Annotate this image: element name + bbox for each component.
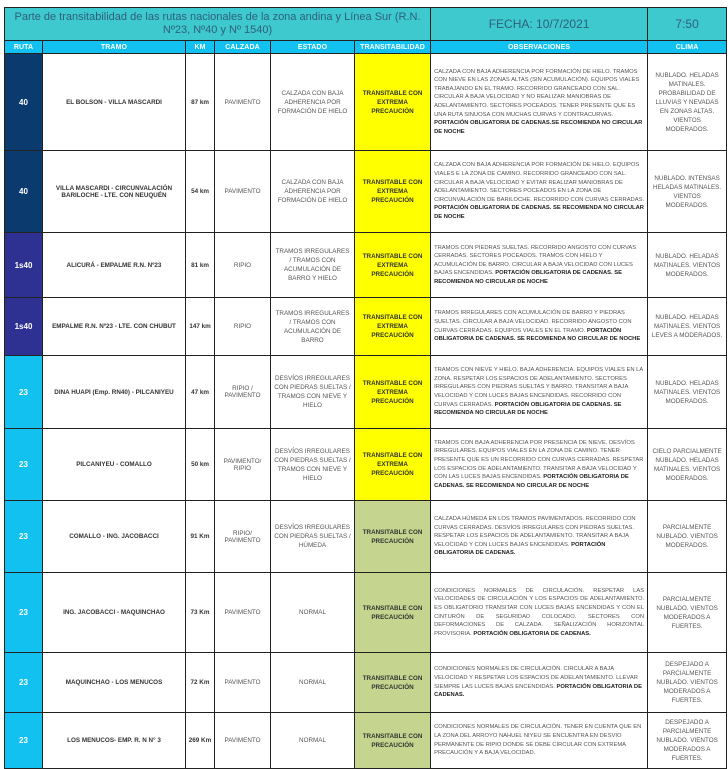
observations-text: CALZADA CON BAJA ADHERENCIA POR FORMACIÓN DE HIELO. EQUIPOS VIALES E LA ZONA DE CAMINO. RECORRIDO GRANCEADO CON SAL. CIRCULAR A BAJA VELOCIDAD Y EVITAR REALIZAR MANIOBRAS DE ADELANTAMIENTO. SECTORES POCEADOS EN LA ZONA DE CIRCUNVALACIÓN DE BARILOCHE. RECORRIDO CON CURVAS CERRADAS. — [434, 162, 645, 203]
route-number: 23 — [5, 501, 43, 573]
observations-warning: PORTACIÓN OBLIGATORIA DE CADENAS. — [473, 630, 591, 637]
report-time: 7:50 — [648, 8, 727, 41]
col-tramo: TRAMO — [43, 41, 186, 54]
observations-text: CONDICIONES NORMALES DE CIRCULACIÓN. TENER EN CUENTA QUE EN LA ZONA DEL ARROYO NAHUEL NIYEU SE ENCUENTRA EN DESVIO PERMANENTE DE RIPIO DONDE SE DEBE CIRCULAR CON EXTREMA PRECAUCIÓN Y A BAJA VELOCIDAD. — [434, 724, 642, 757]
road-surface: RIPIO/ PAVIMENTO — [215, 501, 271, 573]
weather: PARCIALMENTE NUBLADO. VIENTOS MODERADOS A FUERTES. — [648, 573, 727, 653]
road-surface: PAVIMENTO — [215, 713, 271, 769]
table-row — [5, 233, 727, 298]
transitability-report — [4, 7, 726, 769]
table-row — [5, 573, 727, 653]
route-number: 23 — [5, 573, 43, 653]
route-number: 40 — [5, 54, 43, 151]
col-calzada: CALZADA — [215, 41, 271, 54]
observations-warning: PORTACIÓN OBLIGATORIA DE CADENAS. SE RECOMIENDA NO CIRCULAR DE NOCHE — [434, 474, 629, 489]
observations-text: CONDICIONES NORMALES DE CIRCULACIÓN. RESPETAR LAS VELOCIDADES DE CIRCULACIÓN Y LOS ESPACIOS DE ADELANTAMIENTO. ES OBLIGATORIO TRANSITAR CON LUCES BAJAS ENCENDIDAS Y CON EL CINTURÓN DE SEGURIDAD COLOCADO. SECTORES CON DEFORMACIONES DE CALZADA. SEÑALIZACIÓN HORIZONTAL PROVISORIA. — [434, 587, 645, 637]
observations-text: TRAMOS IRREGULARES CON ACUMULACIÓN DE BARRO Y PIEDRAS SUELTAS. CIRCULAR A BAJA VELOCIDAD. RECORRIDO ANGOSTO CON CURVAS CERRADAS. EQUIPOS VIALES EN EL TRAMO. — [434, 310, 632, 334]
segment-name: PILCANIYEU - COMALLO — [43, 429, 186, 501]
segment-name: VILLA MASCARDI - CIRCUNVALACIÓN BARILOCHE - LTE. CON NEUQUÉN — [43, 151, 186, 233]
weather: DESPEJADO A PARCIALMENTE NUBLADO. VIENTOS MODERADOS A FUERTES. — [648, 653, 727, 713]
weather: NUBLADO. HELADAS MATINALES. VIENTOS MODERADOS. — [648, 356, 727, 429]
observations — [431, 298, 648, 356]
table-row — [5, 501, 727, 573]
road-condition: DESVÍOS IRREGULARES CON PIEDRAS SUELTAS / TRAMOS CON NIEVE Y HIELO — [271, 429, 355, 501]
observations-warning: PORTACIÓN OBLIGATORIA DE CADENAS. SE RECOMIENDA NO CIRCULAR DE NOCHE — [434, 401, 622, 417]
road-condition: TRAMOS IRREGULARES / TRAMOS CON ACUMULACIÓN DE BARRO — [271, 298, 355, 356]
route-number: 23 — [5, 356, 43, 429]
segment-name: ALICURÁ - EMPALME R.N. Nº23 — [43, 233, 186, 298]
segment-length: 91 Km — [186, 501, 215, 573]
segment-length: 81 km — [186, 233, 215, 298]
weather: NUBLADO. INTENSAS HELADAS MATINALES. VIENTOS MODERADOS. — [648, 151, 727, 233]
table-row — [5, 54, 727, 151]
table-row — [5, 151, 727, 233]
observations-warning: PORTACIÓN OBLIGATORIA DE CADENAS. SE RECOMIENDA NO CIRCULAR DE NOCHE — [434, 205, 644, 220]
observations — [431, 54, 648, 151]
observations-warning: PORTACIÓN OBLIGATORIA DE CADENAS. — [434, 541, 606, 557]
road-condition: NORMAL — [271, 653, 355, 713]
transitability-status: TRANSITABLE CON PRECAUCIÓN — [355, 573, 431, 653]
table-body — [5, 54, 727, 769]
segment-length: 87 km — [186, 54, 215, 151]
observations — [431, 573, 648, 653]
observations-text: CALZADA HÚMEDA EN LOS TRAMOS PAVIMENTADOS. RECORRIDO CON CURVAS CERRADAS. DESVÍOS IRREGULARES CON PIEDRAS SUELTAS. RESPETAR LOS ESPACIOS DE ADELANTAMIENTO. TRANSITAR A BAJA VELOCIDAD Y CON LUCES BAJAS ENCENDIDAS. — [434, 516, 636, 548]
segment-length: 54 km — [186, 151, 215, 233]
segment-length: 50 km — [186, 429, 215, 501]
weather: CIELO PARCIALMENTE NUBLADO. HELADAS MATINALES. VIENTOS MODERADOS. — [648, 429, 727, 501]
road-condition: TRAMOS IRREGULARES / TRAMOS CON ACUMULACIÓN DE BARRO Y HIELO — [271, 233, 355, 298]
transitability-status: TRANSITABLE CON EXTREMA PRECAUCIÓN — [355, 233, 431, 298]
observations-warning: PORTACIÓN OBLIGATORIA DE CADENAS. SE RECOMIENDA NO CIRCULAR DE NOCHE — [434, 270, 622, 285]
observations-text: TRAMOS CON NIEVE Y HIELO. BAJA ADHERENCIA. EQUIPOS VIALES EN LA ZONA. RESPETAR LOS ESPACIOS DE ADELANTAMIENTO. SECTORES IRREGULARES CON PIEDRAS SUELTAS Y BARRO. TRANSITAR A BAJA VELOCIDAD Y CON LUCES BAJAS ENCENDIDAS. RECORRIDO CON CURVAS CERRADAS. — [434, 367, 643, 408]
route-number: 23 — [5, 713, 43, 769]
route-number: 1s40 — [5, 298, 43, 356]
segment-length: 47 km — [186, 356, 215, 429]
road-surface: RIPIO / PAVIMENTO — [215, 356, 271, 429]
segment-name: MAQUINCHAO - LOS MENUCOS — [43, 653, 186, 713]
route-number: 40 — [5, 151, 43, 233]
segment-length: 147 km — [186, 298, 215, 356]
segment-name: EL BOLSON - VILLA MASCARDI — [43, 54, 186, 151]
segment-name: EMPALME R.N. Nº23 - LTE. CON CHUBUT — [43, 298, 186, 356]
weather: PARCIALMENTE NUBLADO. VIENTOS MODERADOS. — [648, 501, 727, 573]
col-km: KM — [186, 41, 215, 54]
observations-text: CONDICIONES NORMALES DE CIRCULACIÓN. CIRCULAR A BAJA VELOCIDAD Y RESPETAR LOS ESPACIOS DE ADELANTAMIENTO. LLEVAR SIEMPRE LAS LUCES BAJAS ENCENDIDAS. — [434, 666, 638, 690]
transitability-status: TRANSITABLE CON PRECAUCIÓN — [355, 713, 431, 769]
road-surface: PAVIMENTO — [215, 653, 271, 713]
transitability-status: TRANSITABLE CON EXTREMA PRECAUCIÓN — [355, 298, 431, 356]
road-condition: DESVÍOS IRREGULARES CON PIEDRAS SUELTAS / TRAMOS CON NIEVE Y HIELO — [271, 356, 355, 429]
road-surface: RIPIO — [215, 298, 271, 356]
transitability-status: TRANSITABLE CON EXTREMA PRECAUCIÓN — [355, 54, 431, 151]
observations-warning: PORTACIÓN OBLIGATORIA DE CADENAS. SE RECOMIENDA NO CIRCULAR DE NOCHE — [434, 327, 641, 343]
weather: NUBLADO. HELADAS MATINALES. VIENTOS LEVES A MODERADOS. — [648, 298, 727, 356]
weather: NUBLADO. HELADAS MATINALES. PROBABILIDAD DE LLUVIAS Y NEVADAS EN ZONAS ALTAS. VIENTOS MODERADOS. — [648, 54, 727, 151]
report-title: Parte de transitabilidad de las rutas nacionales de la zona andina y Línea Sur (R.N. Nº23, Nº40 y Nº 1540) — [5, 8, 431, 41]
road-condition: CALZADA CON BAJA ADHERENCIA POR FORMACIÓN DE HIELO — [271, 151, 355, 233]
observations — [431, 356, 648, 429]
observations — [431, 151, 648, 233]
road-surface: PAVIMENTO/ RIPIO — [215, 429, 271, 501]
transitability-status: TRANSITABLE CON EXTREMA PRECAUCIÓN — [355, 429, 431, 501]
route-number: 23 — [5, 429, 43, 501]
observations — [431, 713, 648, 769]
road-condition: NORMAL — [271, 713, 355, 769]
segment-name: LOS MENUCOS- EMP. R. N N° 3 — [43, 713, 186, 769]
table-row — [5, 298, 727, 356]
road-surface: PAVIMENTO — [215, 54, 271, 151]
col-clima: CLIMA — [648, 41, 727, 54]
observations-warning: PORTACIÓN OBLIGATORIA DE CADENAS. — [434, 683, 642, 699]
report-table — [4, 7, 727, 769]
road-condition: CALZADA CON BAJA ADHERENCIA POR FORMACIÓN DE HIELO — [271, 54, 355, 151]
segment-length: 72 Km — [186, 653, 215, 713]
segment-name: DINA HUAPI (Emp. RN40) - PILCANIYEU — [43, 356, 186, 429]
observations-text: CALZADA CON BAJA ADHERENCIA POR FORMACIÓN DE HIELO. TRAMOS CON NIEVE EN LAS ZONAS ALTAS (SIN ACUMULACIÓN). EQUIPOS VIALES TRABAJANDO EN EL TRAMO. RECORRIDO GRANCEADO CON SAL. CIRCULAR A BAJA VELOCIDAD Y NO REALIZAR MANIOBRAS DE ADELANTAMIENTO. SECTORES POCEADOS. TENER PRESENTE QUE ES UNA RUTA SINUOSA CON MUCHAS CURVAS Y CONTRACURVAS. — [434, 68, 640, 118]
transitability-status: TRANSITABLE CON EXTREMA PRECAUCIÓN — [355, 356, 431, 429]
col-ruta: RUTA — [5, 41, 43, 54]
col-transitabilidad: TRANSITABILIDAD — [355, 41, 431, 54]
route-number: 23 — [5, 653, 43, 713]
col-estado: ESTADO — [271, 41, 355, 54]
road-surface: PAVIMENTO — [215, 151, 271, 233]
observations — [431, 653, 648, 713]
road-condition: NORMAL — [271, 573, 355, 653]
observations-warning: PORTACIÓN OBLIGATORIA DE CADENAS.SE RECOMIENDA NO CIRCULAR DE NOCHE — [434, 120, 643, 135]
table-row — [5, 653, 727, 713]
title-row — [5, 8, 727, 41]
segment-name: COMALLO - ING. JACOBACCI — [43, 501, 186, 573]
road-condition: DESVÍOS IRREGULARES CON PIEDRAS SUELTAS / HÚMEDA — [271, 501, 355, 573]
transitability-status: TRANSITABLE CON PRECAUCIÓN — [355, 653, 431, 713]
table-row — [5, 429, 727, 501]
observations — [431, 501, 648, 573]
segment-name: ING. JACOBACCI - MAQUINCHAO — [43, 573, 186, 653]
observations — [431, 429, 648, 501]
column-header-row — [5, 41, 727, 54]
segment-length: 73 Km — [186, 573, 215, 653]
col-observaciones: OBSERVACIONES — [431, 41, 648, 54]
observations-text: TRAMOS CON PIEDRAS SUELTAS. RECORRIDO ANGOSTO CON CURVAS CERRADAS. SECTORES POCEADOS. TRAMOS CON HIELO Y ACUMULACIÓN DE BARRO. CIRCULAR A BAJA VELOCIDAD CON LUCES BAJAS ENCENDIDAS. — [434, 244, 637, 277]
weather: DESPEJADO A PARCIALMENTE NUBLADO. VIENTOS MODERADOS A FUERTES. — [648, 713, 727, 769]
route-number: 1s40 — [5, 233, 43, 298]
transitability-status: TRANSITABLE CON PRECAUCIÓN — [355, 501, 431, 573]
transitability-status: TRANSITABLE CON EXTREMA PRECAUCIÓN — [355, 151, 431, 233]
observations-text: TRAMOS CON BAJA ADHERENCIA POR PRESENCIA DE NIEVE. DESVÍOS IRREGULARES. EQUIPOS VIALES EN LA ZONA DE CAMINO. TENER PRESENTE QUE ES UN RECORRIDO CON CURVAS CERRADAS. RESPETAR LOS ESPACIOS DE ADELANTAMIENTO. TRANSITAR A BAJA VELOCIDAD Y CON LAS LUCES BAJAS ENCENDIDAS. — [434, 439, 644, 481]
segment-length: 269 Km — [186, 713, 215, 769]
road-surface: RIPIO — [215, 233, 271, 298]
weather: NUBLADO. HELADAS MATINALES. VIENTOS MODERADOS. — [648, 233, 727, 298]
observations — [431, 233, 648, 298]
table-row — [5, 356, 727, 429]
report-date: FECHA: 10/7/2021 — [431, 8, 648, 41]
road-surface: PAVIMENTO — [215, 573, 271, 653]
table-row — [5, 713, 727, 769]
